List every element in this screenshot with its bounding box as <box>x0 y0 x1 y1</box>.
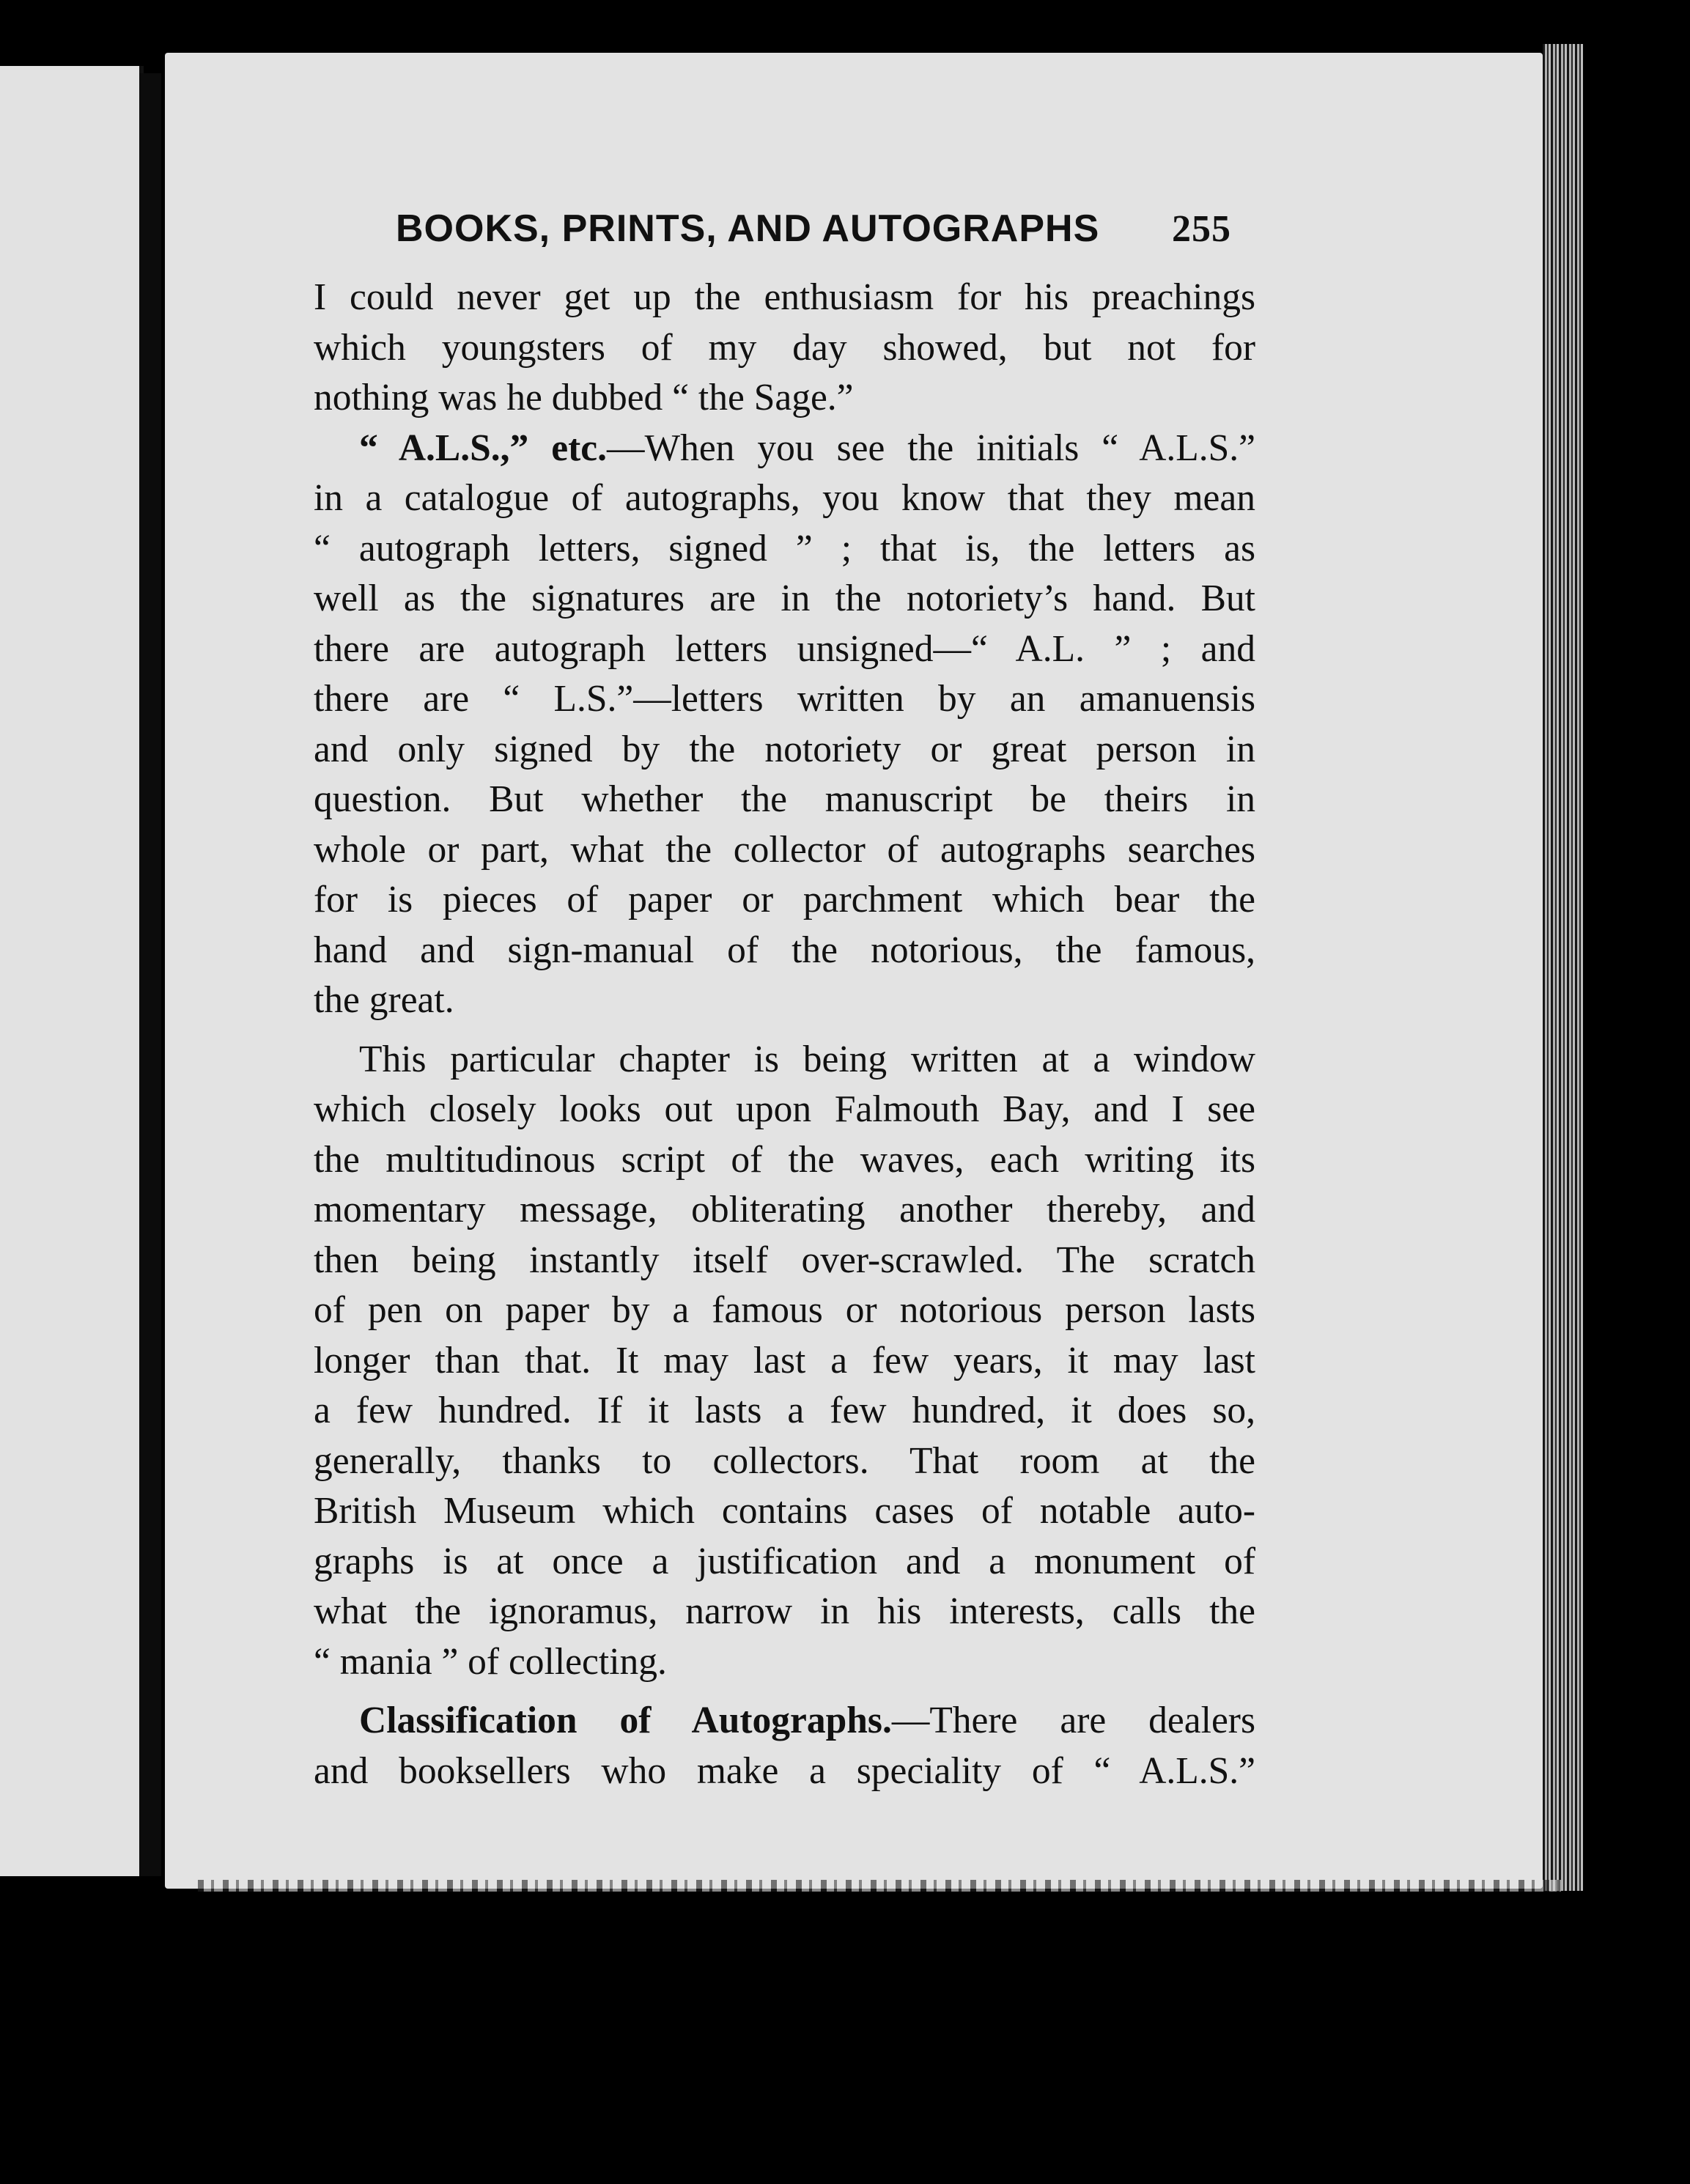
text-line: question. But whether the manuscript be theirs in <box>314 778 1255 820</box>
facing-page-edge <box>0 66 144 1876</box>
text-line: British Museum which contains cases of notable auto- <box>314 1490 1255 1532</box>
text-line-with-heading <box>314 1696 1255 1746</box>
text-line: in a catalogue of autographs, you know that they mean <box>314 477 1255 519</box>
text-line: generally, thanks to collectors. That room at the <box>314 1439 1255 1482</box>
text-line: nothing was he dubbed “ the Sage.” <box>314 377 854 418</box>
text-line: the multitudinous script of the waves, each writing its <box>314 1138 1255 1181</box>
page-stack-edge <box>1543 44 1583 1891</box>
text-line: This particular chapter is being written at a window <box>359 1038 1255 1080</box>
text-line: a few hundred. If it lasts a few hundred, it does so, <box>314 1390 1255 1431</box>
text-line: longer than that. It may last a few years, it may last <box>314 1339 1255 1381</box>
text-line: hand and sign-manual of the notorious, the famous, <box>314 929 1255 971</box>
text-line: whole or part, what the collector of autographs searches <box>314 828 1255 871</box>
text-line: there are “ L.S.”—letters written by an amanuensis <box>314 678 1255 720</box>
page-number: 255 <box>1172 208 1231 250</box>
text-line: “ mania ” of collecting. <box>314 1640 667 1683</box>
text-line: the great. <box>314 979 454 1021</box>
body-text <box>314 273 1255 1796</box>
text-line: for is pieces of paper or parchment which bear the <box>314 879 1255 921</box>
text-line-run: —When you see the initials “ A.L.S.” <box>606 427 1255 469</box>
text-line: of pen on paper by a famous or notorious person lasts <box>314 1289 1255 1331</box>
text-line: “ autograph letters, signed ” ; that is, the letters as <box>314 527 1255 569</box>
section-heading-als: “ A.L.S.,” etc. <box>359 427 607 469</box>
text-line: and booksellers who make a speciality of “ A.L.S.” <box>314 1749 1255 1792</box>
page-bottom-edge <box>198 1880 1561 1892</box>
text-line: well as the signatures are in the notoriety’s hand. But <box>314 578 1255 619</box>
text-line-with-heading <box>314 424 1255 474</box>
section-heading-classification: Classification of Autographs. <box>359 1700 892 1741</box>
text-line: graphs is at once a justification and a monument of <box>314 1540 1255 1582</box>
text-line: which youngsters of my day showed, but not for <box>314 326 1255 369</box>
running-head-title: BOOKS, PRINTS, AND AUTOGRAPHS <box>396 207 1100 250</box>
running-head <box>396 207 1231 258</box>
text-line-run: —There are dealers <box>891 1700 1255 1741</box>
text-line: there are autograph letters unsigned—“ A.L. ” ; and <box>314 627 1255 670</box>
text-line: what the ignoramus, narrow in his interests, calls the <box>314 1590 1255 1632</box>
text-line: momentary message, obliterating another thereby, and <box>314 1189 1255 1231</box>
text-line: I could never get up the enthusiasm for his preachings <box>314 276 1255 318</box>
book-gutter <box>139 73 161 1876</box>
text-line: which closely looks out upon Falmouth Bay, and I see <box>314 1088 1255 1130</box>
text-line: then being instantly itself over-scrawled. The scratch <box>314 1239 1255 1281</box>
text-line: and only signed by the notoriety or great person in <box>314 728 1255 770</box>
